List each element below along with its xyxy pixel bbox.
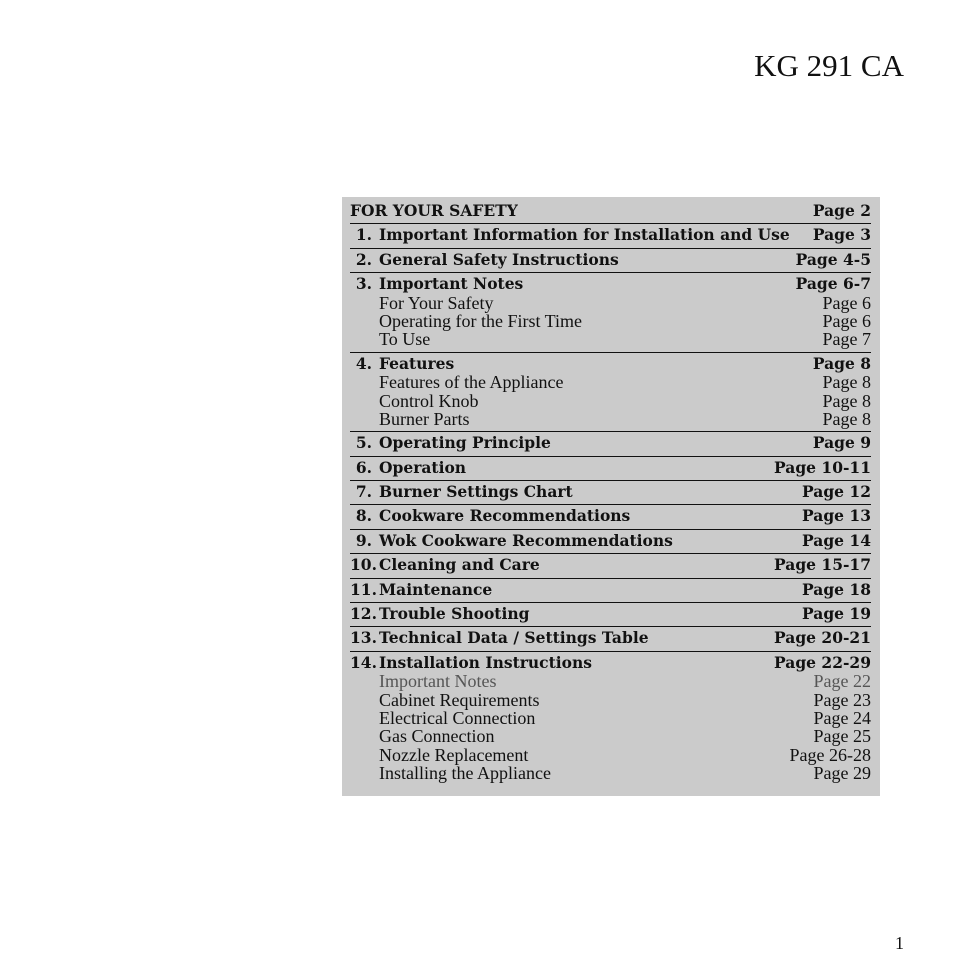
section-page: Page 13 xyxy=(802,506,871,526)
section-number: 6. xyxy=(355,457,372,477)
subsection-page: Page 25 xyxy=(813,726,871,747)
section-title: Cookware Recommendations xyxy=(379,506,631,526)
subsection-page: Page 22 xyxy=(813,671,871,692)
toc-entry[interactable] xyxy=(350,434,871,452)
subsection-page: Page 7 xyxy=(822,329,871,350)
section-page: Page 19 xyxy=(802,604,871,624)
subsection-title: Features of the Appliance xyxy=(379,372,564,393)
section-title: Installation Instructions xyxy=(379,652,592,672)
subsection-title: Operating for the First Time xyxy=(379,310,582,331)
toc-section xyxy=(350,481,871,505)
section-page: Page 2 xyxy=(812,201,871,220)
subsection-title: Important Notes xyxy=(379,671,497,692)
section-title: General Safety Instructions xyxy=(379,249,619,269)
section-number: 9. xyxy=(355,530,372,550)
toc-entry[interactable] xyxy=(350,532,871,550)
subsection-title: Burner Parts xyxy=(379,408,470,429)
toc-section xyxy=(350,353,871,433)
toc-entry[interactable] xyxy=(350,605,871,623)
toc-subentry[interactable] xyxy=(350,373,871,391)
toc-subentry[interactable] xyxy=(350,727,871,745)
toc-entry[interactable] xyxy=(350,654,871,672)
subsection-title: For Your Safety xyxy=(379,292,494,313)
section-number: 7. xyxy=(355,482,372,502)
section-page: Page 8 xyxy=(812,353,871,373)
subsection-page: Page 8 xyxy=(822,390,871,411)
section-number: 10. xyxy=(350,555,377,575)
section-title: Cleaning and Care xyxy=(379,555,540,575)
section-title: Trouble Shooting xyxy=(379,604,530,624)
section-number: 4. xyxy=(355,353,372,373)
subsection-page: Page 8 xyxy=(822,408,871,429)
section-title: Burner Settings Chart xyxy=(379,482,573,502)
toc-entry[interactable] xyxy=(350,581,871,599)
section-page: Page 4-5 xyxy=(795,249,871,269)
section-title: Important Information for Installation and Use xyxy=(379,225,790,245)
toc-subentry[interactable] xyxy=(350,330,871,348)
toc-section xyxy=(350,273,871,353)
table-of-contents xyxy=(342,197,880,796)
subsection-title: Nozzle Replacement xyxy=(379,744,529,765)
section-page: Page 12 xyxy=(802,482,871,502)
toc-entry[interactable] xyxy=(350,483,871,501)
subsection-page: Page 8 xyxy=(822,372,871,393)
section-number: 12. xyxy=(350,604,377,624)
section-title: Important Notes xyxy=(379,274,524,294)
page-number: 1 xyxy=(895,933,904,953)
section-number: 1. xyxy=(355,225,372,245)
toc-entry[interactable] xyxy=(350,556,871,574)
subsection-title: Control Knob xyxy=(379,390,479,411)
subsection-title: Gas Connection xyxy=(379,726,495,747)
toc-section xyxy=(350,579,871,603)
subsection-page: Page 6 xyxy=(822,292,871,313)
section-number: 13. xyxy=(350,628,377,648)
section-number: 11. xyxy=(350,579,377,599)
toc-section xyxy=(350,457,871,481)
toc-entry[interactable] xyxy=(350,629,871,647)
subsection-title: Cabinet Requirements xyxy=(379,689,540,710)
toc-section xyxy=(350,652,871,786)
subsection-page: Page 26-28 xyxy=(789,744,871,765)
toc-section xyxy=(350,603,871,627)
section-title: Operation xyxy=(379,457,467,477)
toc-section xyxy=(350,627,871,651)
toc-section xyxy=(350,530,871,554)
toc-entry[interactable] xyxy=(350,459,871,477)
subsection-title: Installing the Appliance xyxy=(379,763,551,784)
section-title: Technical Data / Settings Table xyxy=(379,628,649,648)
section-page: Page 6-7 xyxy=(795,274,871,294)
toc-entry[interactable] xyxy=(350,251,871,269)
toc-subentry[interactable] xyxy=(350,312,871,330)
toc-entry[interactable] xyxy=(350,275,871,293)
section-page: Page 22-29 xyxy=(774,652,871,672)
toc-entry[interactable] xyxy=(350,355,871,373)
toc-subentry[interactable] xyxy=(350,709,871,727)
subsection-page: Page 29 xyxy=(813,763,871,784)
section-number: 5. xyxy=(355,433,372,453)
toc-section xyxy=(350,432,871,456)
toc-subentry[interactable] xyxy=(350,746,871,764)
section-page: Page 3 xyxy=(812,225,871,245)
toc-subentry[interactable] xyxy=(350,691,871,709)
toc-section xyxy=(350,200,871,224)
section-page: Page 20-21 xyxy=(774,628,871,648)
subsection-page: Page 24 xyxy=(813,707,871,728)
toc-subentry[interactable] xyxy=(350,410,871,428)
section-number: 2. xyxy=(355,249,372,269)
section-title: Features xyxy=(379,353,455,373)
toc-section xyxy=(350,249,871,273)
subsection-page: Page 23 xyxy=(813,689,871,710)
section-number: 3. xyxy=(355,274,372,294)
section-page: Page 15-17 xyxy=(774,555,871,575)
section-page: Page 14 xyxy=(802,530,871,550)
subsection-page: Page 6 xyxy=(822,310,871,331)
toc-entry[interactable] xyxy=(350,507,871,525)
section-title: FOR YOUR SAFETY xyxy=(350,201,518,220)
toc-section xyxy=(350,224,871,248)
subsection-title: To Use xyxy=(379,329,431,350)
section-number: 8. xyxy=(355,506,372,526)
section-title: Maintenance xyxy=(379,579,493,599)
toc-section xyxy=(350,554,871,578)
toc-subentry[interactable] xyxy=(350,672,871,690)
toc-subentry[interactable] xyxy=(350,392,871,410)
section-number: 14. xyxy=(350,652,377,672)
section-title: Wok Cookware Recommendations xyxy=(379,530,673,550)
section-page: Page 9 xyxy=(812,433,871,453)
section-title: Operating Principle xyxy=(379,433,551,453)
subsection-title: Electrical Connection xyxy=(379,707,536,728)
toc-subentry[interactable] xyxy=(350,294,871,312)
section-page: Page 10-11 xyxy=(774,457,871,477)
toc-section xyxy=(350,505,871,529)
toc-entry[interactable] xyxy=(350,226,871,244)
toc-subentry[interactable] xyxy=(350,764,871,782)
model-title: KG 291 CA xyxy=(754,48,904,83)
toc-entry[interactable] xyxy=(350,202,871,220)
section-page: Page 18 xyxy=(802,579,871,599)
